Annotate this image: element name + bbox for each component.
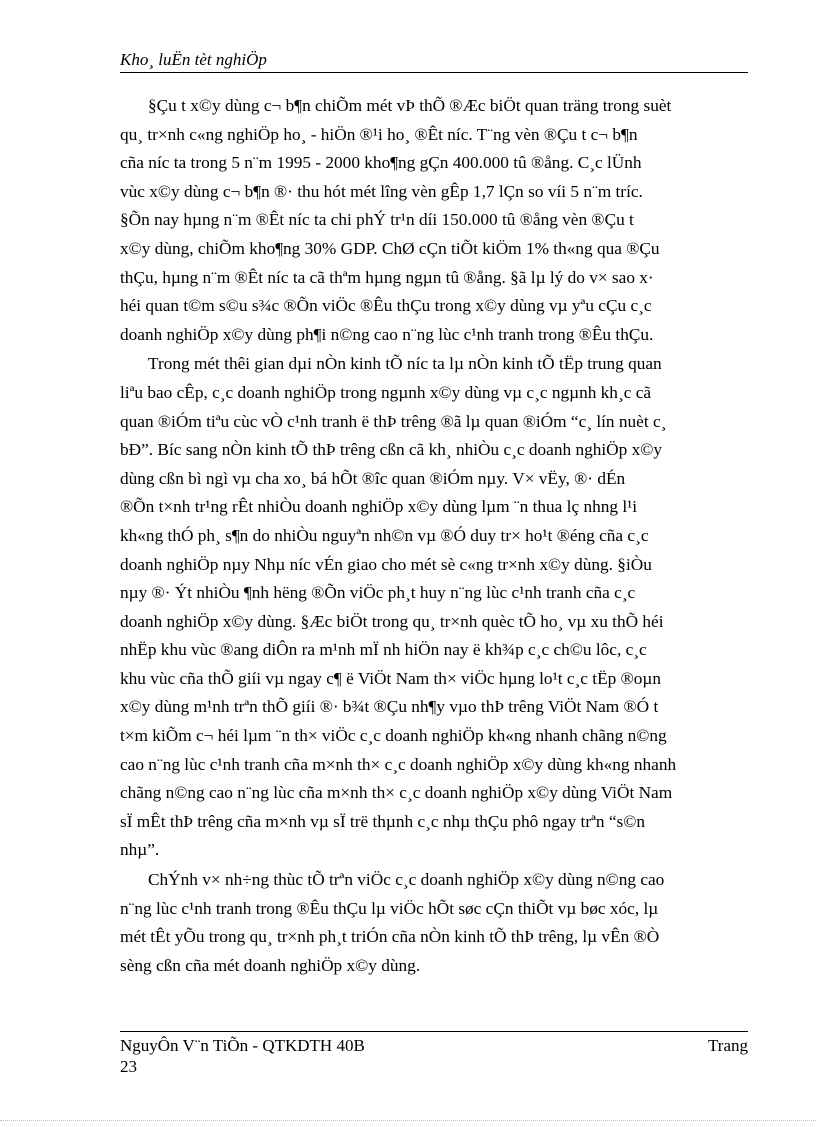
paragraph-2 bbox=[120, 350, 754, 865]
header-title: Kho¸ luËn tèt nghiÖp bbox=[120, 50, 267, 69]
text-line: khu vùc cña thÕ giíi vµ ngay c¶ ë ViÖt Nam th× viÖc hµng lo¹t c¸c tËp ®oµn bbox=[120, 668, 661, 688]
text-line: liªu bao cÊp, c¸c doanh nghiÖp trong ngµnh x©y dùng vµ c¸c ngµnh kh¸c cã bbox=[120, 382, 652, 402]
text-line: chãng n©ng cao n¨ng lùc cña m×nh th× c¸c doanh nghiÖp x©y dùng ViÖt Nam bbox=[120, 783, 673, 803]
text-line: vùc x©y dùng c¬ b¶n ®· thu hót mét lîng vèn gÊp 1,7 lÇn so víi 5 n¨m tríc. bbox=[120, 181, 643, 201]
text-line: kh«ng thÓ ph¸ s¶n do nhiÒu nguyªn nh©n vµ ®Ó duy tr× ho¹t ®éng cña c¸c bbox=[120, 525, 649, 545]
text-line: qu¸ tr×nh c«ng nghiÖp ho¸ - hiÖn ®¹i ho¸ ®Êt níc. T¨ng vèn ®Çu t c¬ b¶n bbox=[120, 124, 638, 144]
text-line: doanh nghiÖp x©y dùng ph¶i n©ng cao n¨ng lùc c¹nh tranh trong ®Êu thÇu. bbox=[120, 324, 654, 344]
text-line: t×m kiÕm c¬ héi lµm ¨n th× viÖc c¸c doanh nghiÖp kh«ng nhanh chãng n©ng bbox=[120, 726, 667, 746]
text-line: cña níc ta trong 5 n¨m 1995 - 2000 kho¶ng gÇn 400.000 tû ®ång. C¸c lÜnh bbox=[120, 153, 642, 173]
footer-row bbox=[120, 1035, 748, 1056]
text-line: doanh nghiÖp nµy Nhµ níc vÉn giao cho mét sè c«ng tr×nh x©y dùng. §iÒu bbox=[120, 554, 652, 574]
text-line: bÐ”. Bíc sang nÒn kinh tÕ thÞ trêng cßn cã kh¸ nhiÒu c¸c doanh nghiÖp x©y bbox=[120, 440, 663, 460]
page-bottom-edge bbox=[0, 1120, 816, 1121]
text-line: nµy ®· Ýt nhiÒu ¶nh hëng ®Õn viÖc ph¸t huy n¨ng lùc c¹nh tranh cña c¸c bbox=[120, 583, 636, 603]
text-line: x©y dùng, chiÕm kho¶ng 30% GDP. ChØ cÇn tiÕt kiÖm 1% th«ng qua ®Çu bbox=[120, 238, 660, 258]
text-line: sÏ mÊt thÞ trêng cña m×nh vµ sÏ trë thµnh c¸c nhµ thÇu phô ngay trªn “s©n bbox=[120, 811, 645, 831]
footer-page-label: Trang bbox=[708, 1036, 748, 1055]
text-line: nhµ”. bbox=[120, 840, 160, 860]
text-line: §Õn nay hµng n¨m ®Êt níc ta chi phÝ tr¹n díi 150.000 tû ®ång vèn ®Çu t bbox=[120, 210, 634, 230]
text-line: §Çu t x©y dùng c¬ b¶n chiÕm mét vÞ thÕ ®Æc biÖt quan träng trong suèt bbox=[148, 96, 672, 115]
paragraph-3 bbox=[120, 866, 754, 980]
paragraph-1 bbox=[120, 92, 754, 349]
footer-page-number: 23 bbox=[120, 1057, 137, 1076]
text-line: mét tÊt yÕu trong qu¸ tr×nh ph¸t triÓn cña nÒn kinh tÕ thÞ trêng, lµ vÊn ®Ò bbox=[120, 927, 660, 947]
text-line: ChÝnh v× nh÷ng thùc tÕ trªn viÖc c¸c doanh nghiÖp x©y dùng n©ng cao bbox=[148, 870, 665, 890]
text-line: Trong mét thêi gian dµi nÒn kinh tÕ níc ta lµ nÒn kinh tÕ tËp trung quan bbox=[148, 354, 662, 374]
page-footer bbox=[120, 1031, 748, 1077]
text-line: n¨ng lùc c¹nh tranh trong ®Êu thÇu lµ viÖc hÕt søc cÇn thiÕt vµ bøc xóc, lµ bbox=[120, 898, 659, 918]
text-line: héi quan t©m s©u s¾c ®Õn viÖc ®Êu thÇu trong x©y dùng vµ yªu cÇu c¸c bbox=[120, 296, 652, 316]
text-line: x©y dùng m¹nh trªn thÕ giíi ®· b¾t ®Çu nh¶y vµo thÞ trêng ViÖt Nam ®Ó t bbox=[120, 697, 659, 717]
text-line: thÇu, hµng n¨m ®Êt níc ta cã thªm hµng ngµn tû ®ång. §ã lµ lý do v× sao x· bbox=[120, 267, 654, 287]
text-line: dùng cßn bì ngì vµ cha xo¸ bá hÕt ®îc quan ®iÓm nµy. V× vËy, ®· dÉn bbox=[120, 468, 626, 488]
footer-author: NguyÔn V¨n TiÕn - QTKDTH 40B bbox=[120, 1036, 365, 1055]
text-line: sèng cßn cña mét doanh nghiÖp x©y dùng. bbox=[120, 955, 421, 975]
document-body bbox=[120, 92, 754, 981]
text-line: quan ®iÓm tiªu cùc vÒ c¹nh tranh ë thÞ trêng ®ã lµ quan ®iÓm “c¸ lín nuèt c¸ bbox=[120, 411, 667, 431]
text-line: cao n¨ng lùc c¹nh tranh cña m×nh th× c¸c doanh nghiÖp x©y dùng kh«ng nhanh bbox=[120, 754, 677, 774]
text-line: ®Õn t×nh tr¹ng rÊt nhiÒu doanh nghiÖp x©y dùng lµm ¨n thua lç nhng l¹i bbox=[120, 497, 638, 517]
page-header bbox=[120, 50, 748, 73]
text-line: doanh nghiÖp x©y dùng. §Æc biÖt trong qu¸ tr×nh quèc tÕ ho¸ vµ xu thÕ héi bbox=[120, 611, 664, 631]
text-line: nhËp khu vùc ®ang diÔn ra m¹nh mÏ nh hiÖn nay ë kh¾p c¸c ch©u lôc, c¸c bbox=[120, 640, 647, 660]
